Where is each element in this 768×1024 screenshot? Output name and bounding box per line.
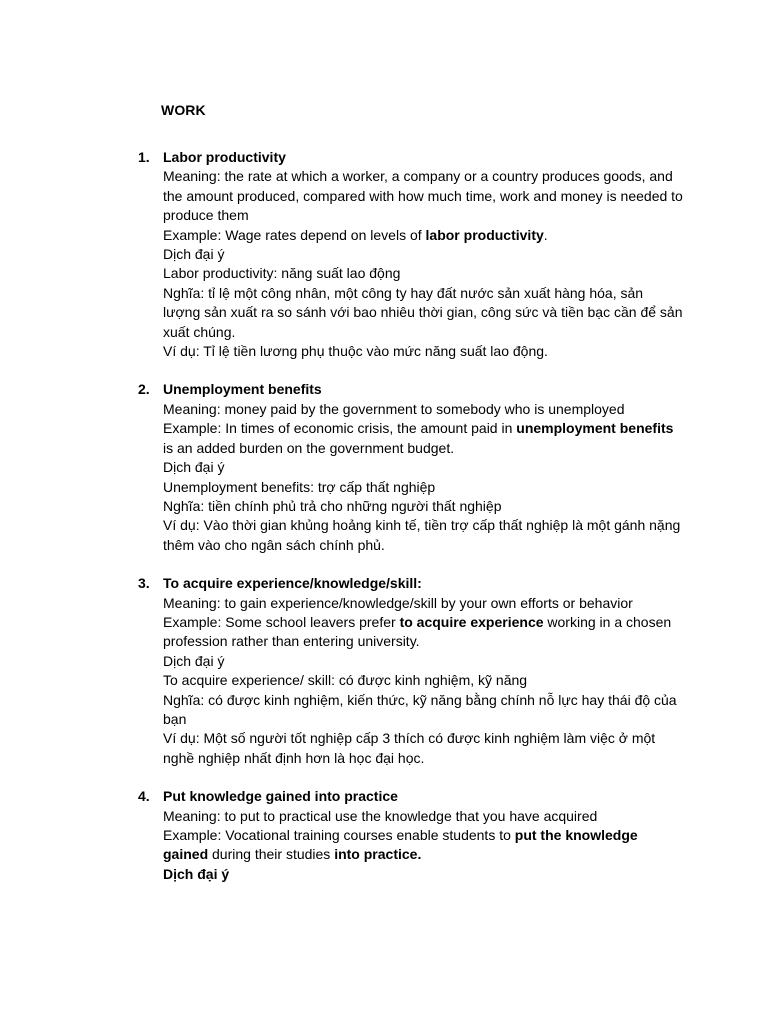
entry-meaning: Meaning: to put to practical use the knowledge that you have acquired [163,807,598,824]
entry-heading: To acquire experience/knowledge/skill: [163,575,422,592]
vietnamese-example: Ví dụ: Vào thời gian khủng hoảng kinh tế, tiền trợ cấp thất nghiệp là một gánh nặng thêm vào cho ngân sách chính phủ. [163,517,681,553]
entry-body [163,148,683,361]
entry-body [163,574,683,768]
entries-list [0,148,768,903]
example-text-end: working in a chosen profession rather than entering university. [163,613,672,650]
example-text: Example: Vocational training courses enable students to [163,827,515,843]
vietnamese-example: Ví dụ: Tỉ lệ tiền lương phụ thuộc vào mức năng suất lao động. [163,343,548,360]
translation-label: Dịch đại ý [163,459,225,476]
entry-heading: Labor productivity [163,149,286,165]
example-text-mid: during their studies [208,846,335,863]
translation-label: Dịch đại ý [163,865,230,882]
example-text-end: . [543,226,548,243]
vietnamese-example: Ví dụ: Một số người tốt nghiệp cấp 3 thích có được kinh nghiệm làm việc ở một nghề nghiệp nhất định hơn là học đại học. [163,730,656,766]
entry-example [163,826,683,865]
example-text: Example: Some school leavers prefer [163,613,400,630]
entry-body [163,380,683,555]
translation-label: Dịch đại ý [163,652,225,669]
list-number: 4. [138,788,150,805]
document-title: WORK [161,102,206,118]
list-item [0,574,768,768]
example-bold-term: unemployment benefits [516,420,674,437]
example-text: Example: Wage rates depend on levels of [163,226,426,243]
example-bold-term: put the knowledge gained [163,827,638,863]
list-item [0,380,768,555]
list-number: 3. [138,575,150,592]
term-translation: Labor productivity: năng suất lao động [163,265,401,282]
entry-meaning: Meaning: money paid by the government to somebody who is unemployed [163,400,625,417]
term-translation: Unemployment benefits: trợ cấp thất nghiệp [163,478,436,495]
example-bold-term-2: into practice. [334,846,422,863]
list-item [0,787,768,884]
entry-example [163,226,683,245]
term-translation: To acquire experience/ skill: có được kinh nghiệm, kỹ năng [163,672,528,689]
list-number: 1. [138,149,150,165]
example-bold-term: labor productivity [425,226,544,243]
entry-meaning: Meaning: to gain experience/knowledge/skill by your own efforts or behavior [163,594,633,611]
translation-label: Dịch đại ý [163,246,225,263]
example-bold-term: to acquire experience [399,613,544,630]
entry-example [163,419,683,458]
vietnamese-meaning: Nghĩa: tiền chính phủ trả cho những người thất nghiệp [163,497,502,514]
entry-heading: Put knowledge gained into practice [163,788,398,805]
list-item [0,148,768,361]
entry-meaning: Meaning: the rate at which a worker, a company or a country produces goods, and the amount produced, compared with how much time, work and money is needed to produce them [163,168,683,224]
entry-heading: Unemployment benefits [163,381,322,398]
entry-body [163,787,683,884]
entry-example [163,613,683,652]
vietnamese-meaning: Nghĩa: tỉ lệ một công nhân, một công ty hay đất nước sản xuất hàng hóa, sản lượng sản xuất ra so sánh với bao nhiêu thời gian, công sức và tiền bạc cần để sản xuất chúng. [163,284,683,340]
vietnamese-meaning: Nghĩa: có được kinh nghiệm, kiến thức, kỹ năng bằng chính nỗ lực hay thái độ của bạn [163,691,677,727]
list-number: 2. [138,381,150,398]
example-text: Example: In times of economic crisis, the amount paid in [163,420,517,437]
example-text-end: is an added burden on the government budget. [163,439,455,456]
